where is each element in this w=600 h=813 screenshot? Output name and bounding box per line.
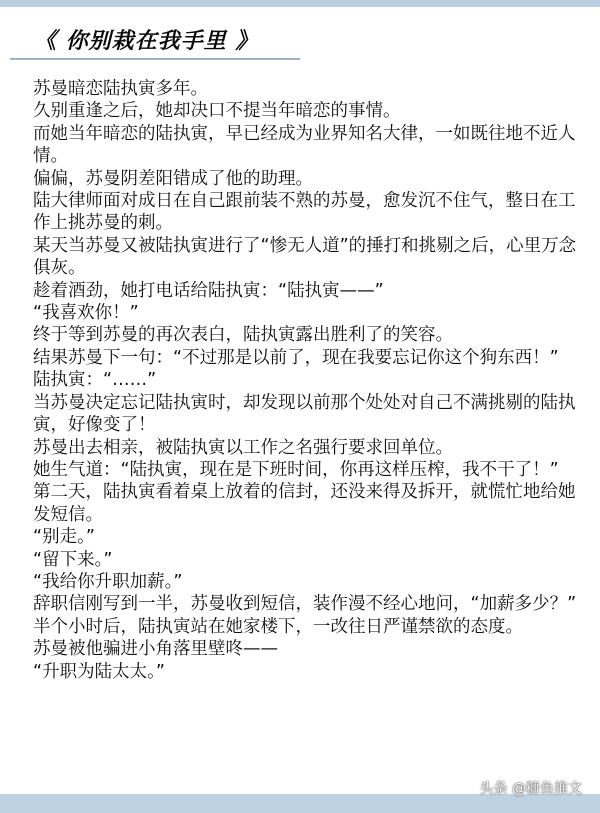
- paragraph: 第二天，陆执寅看着桌上放着的信封，还没来得及拆开，就慌忙地给她发短信。: [33, 482, 576, 525]
- paragraph: 辞职信刚写到一半，苏曼收到短信，装作漫不经心地问，“加薪多少？”: [33, 594, 577, 615]
- paragraph: 苏曼暗恋陆执寅多年。: [33, 79, 208, 99]
- paragraph: “升职为陆太太。”: [33, 661, 165, 682]
- paragraph: 而她当年暗恋的陆执寅，早已经成为业界知名大律，一如既往地不近人情。: [33, 123, 576, 167]
- paragraph: 趁着酒劲，她打电话给陆执寅：“陆执寅——”: [33, 280, 384, 301]
- paragraph: “我给你升职加薪。”: [33, 571, 183, 592]
- page-title: 《 你别栽在我手里 》: [34, 29, 259, 54]
- paragraph: 结果苏曼下一句：“不过那是以前了，现在我要忘记你这个狗东西！”: [33, 347, 559, 368]
- paragraph: “我喜欢你！”: [33, 303, 139, 324]
- paragraph: 当苏曼决定忘记陆执寅时，却发现以前那个处处对自己不满挑剔的陆执寅，好像变了！: [33, 392, 576, 436]
- paragraph: “留下来。”: [33, 549, 113, 570]
- paragraph: 半个小时后，陆执寅站在她家楼下，一改往日严谨禁欲的态度。: [33, 616, 523, 637]
- paragraph: 陆执寅：“……”: [33, 370, 157, 391]
- paragraph: 她生气道：“陆执寅，现在是下班时间，你再这样压榨，我不干了！”: [33, 459, 559, 480]
- paragraph: 偏偏，苏曼阴差阳错成了他的助理。: [33, 168, 313, 189]
- paragraph: 终于等到苏曼的再次表白，陆执寅露出胜利了的笑容。: [33, 325, 453, 346]
- paragraph: 陆大律师面对成日在自己跟前装不熟的苏曼，愈发沉不住气，整日在工作上挑苏曼的刺。: [33, 191, 576, 234]
- title-underline: [10, 58, 300, 60]
- paragraph: 苏曼被他骗进小角落里壁咚——: [33, 639, 278, 660]
- source-watermark: 头条 @糖鱼推文: [479, 781, 582, 797]
- article-body: [33, 78, 581, 683]
- paragraph: 某天当苏曼又被陆执寅进行了“惨无人道”的捶打和挑剔之后，心里万念俱灰。: [33, 235, 577, 279]
- paragraph: 久别重逢之后，她却决口不提当年暗恋的事情。: [33, 101, 401, 122]
- title-block: [10, 14, 310, 62]
- paragraph: 苏曼出去相亲，被陆执寅以工作之名强行要求回单位。: [33, 437, 453, 458]
- top-decorative-rule: [0, 0, 600, 7]
- paragraph: “别走。”: [33, 527, 95, 548]
